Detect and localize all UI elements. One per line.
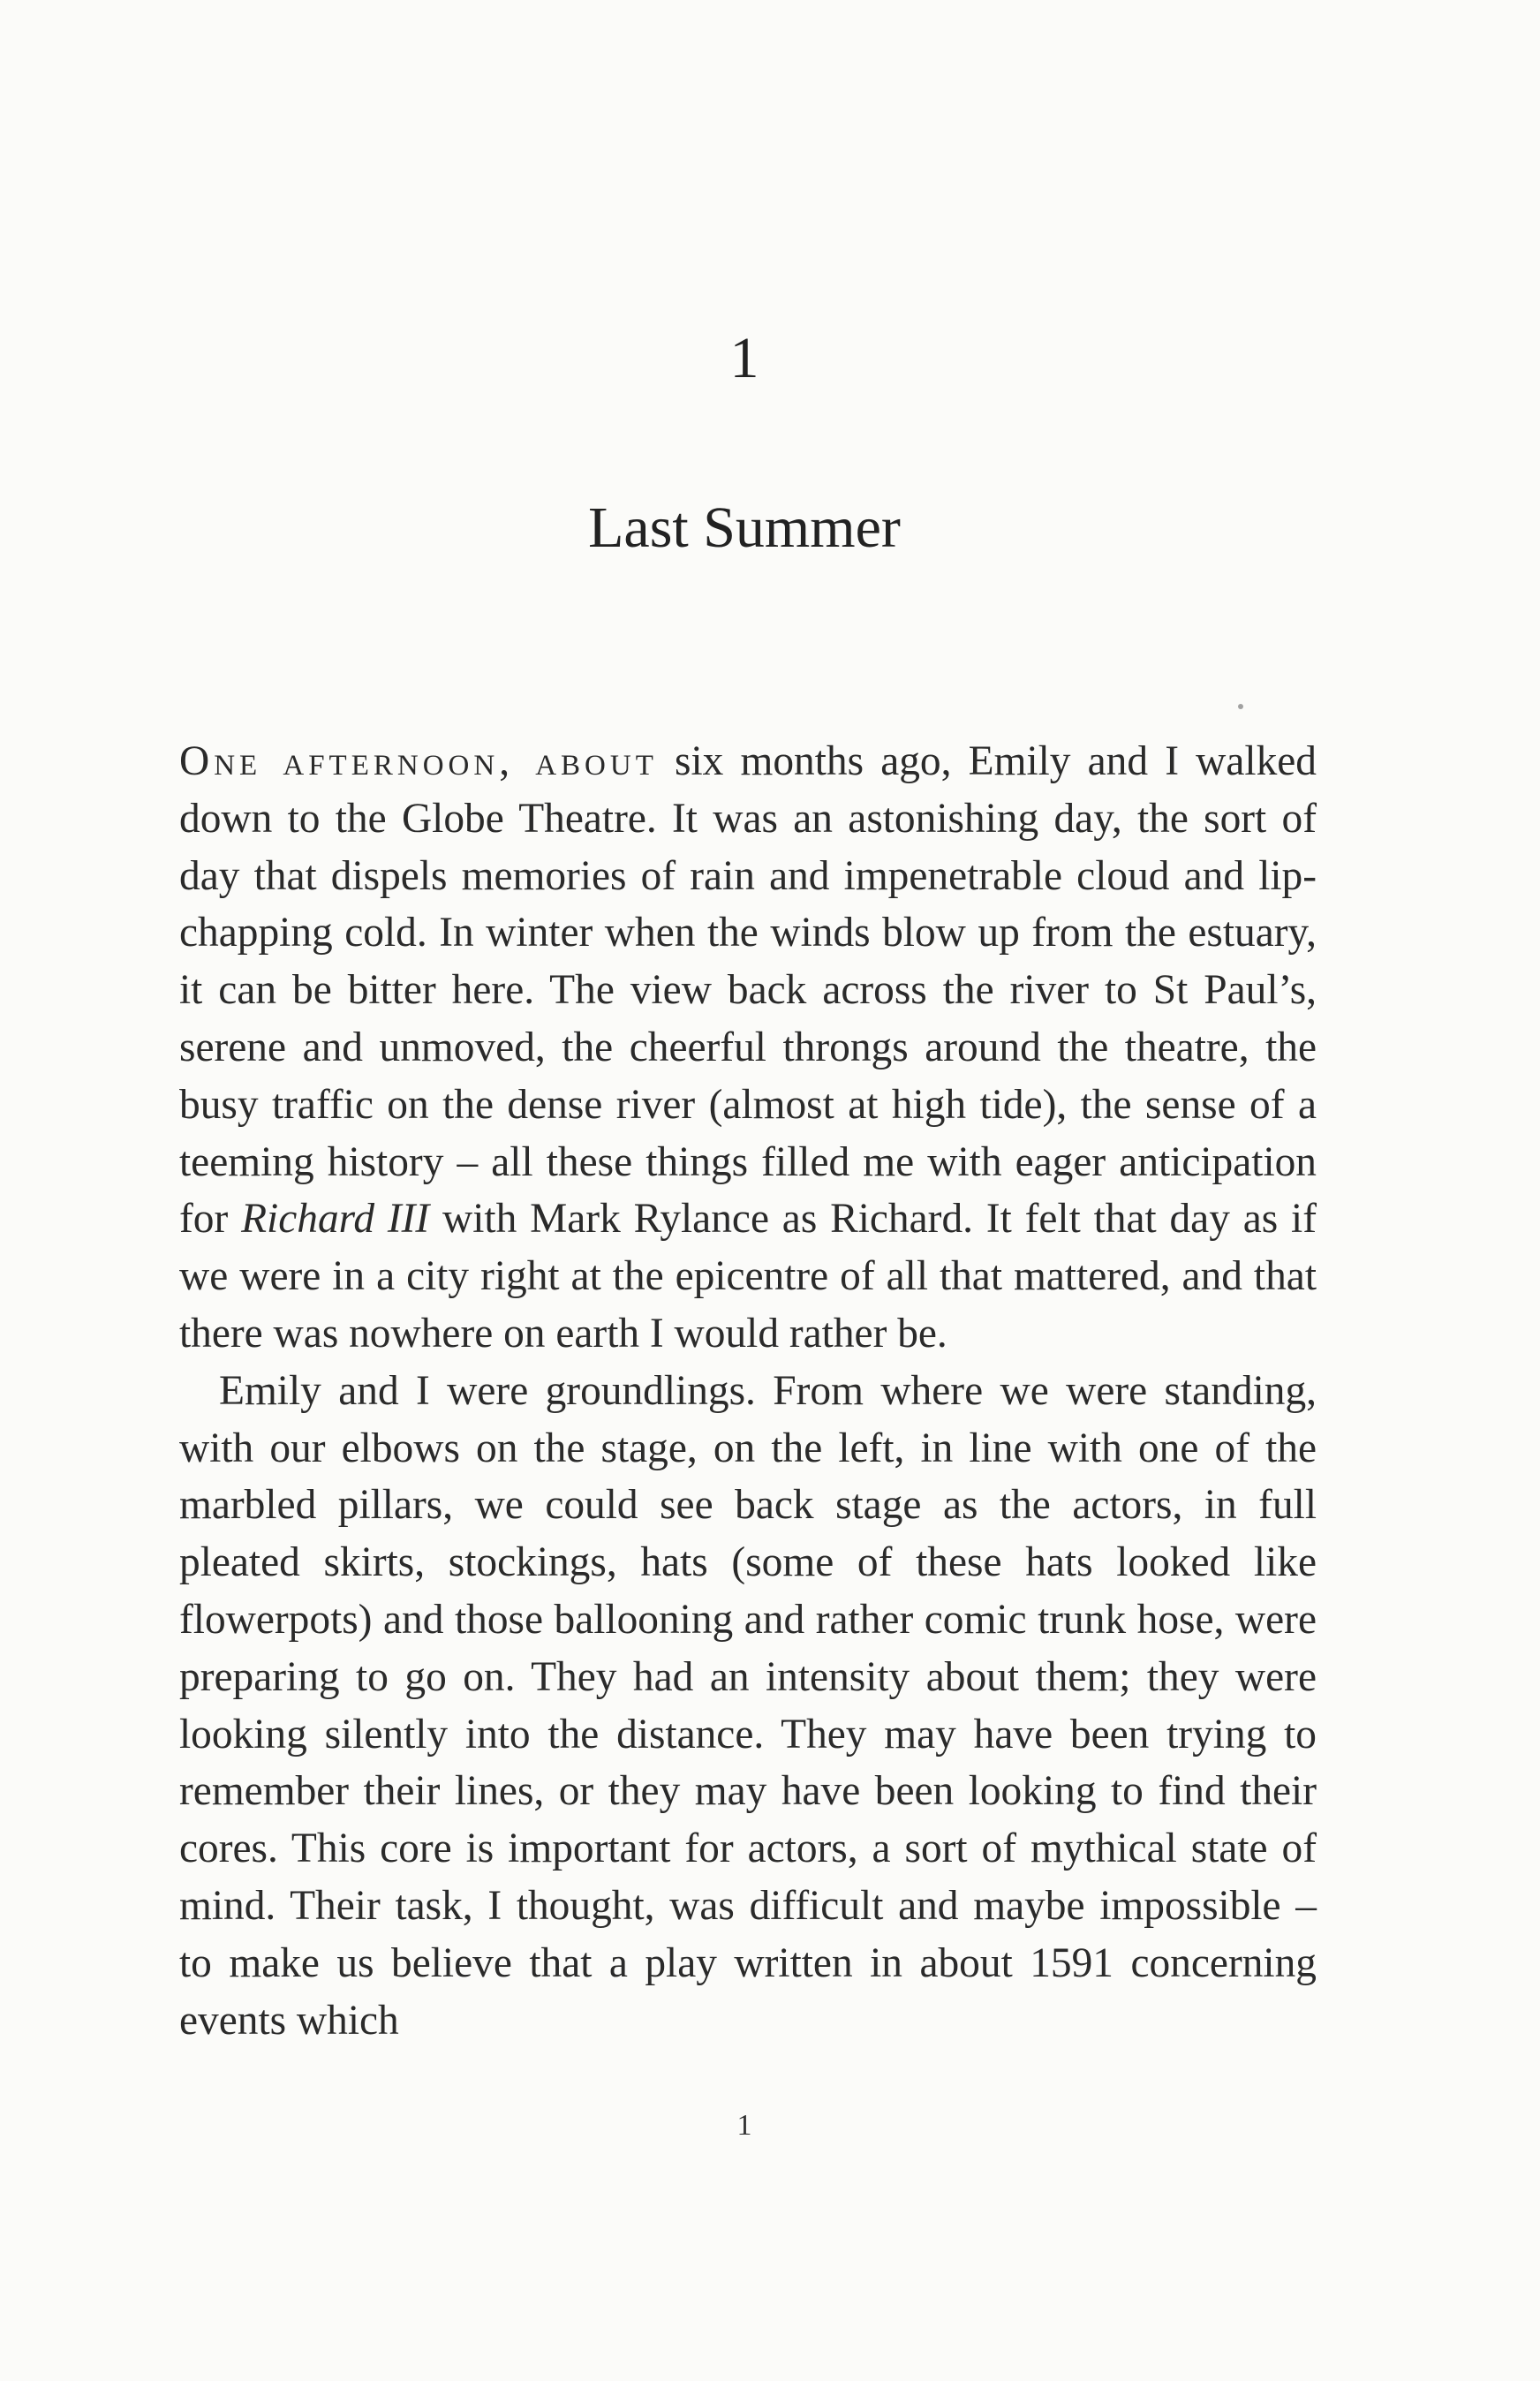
chapter-number: 1 xyxy=(729,326,759,390)
print-speck xyxy=(1238,704,1243,709)
paragraph xyxy=(179,733,1317,1363)
page-number: 1 xyxy=(736,2109,752,2142)
lead-in-small-caps: One afternoon, about xyxy=(179,738,658,784)
paragraph-text: six months ago, Emily and I walked down to the Globe Theatre. It was an astonishing day, the sort of day that dispels memories of rain and impenetrable cloud and lip-chapping cold. In winter when the winds blow up from the estuary, it can be bitter here. The view back across the river to St Paul’s, serene and unmoved, the cheerful throngs around the theatre, the busy traffic on the dense river (almost at high tide), the sense of a teeming history – all these things filled me with eager anticipation for xyxy=(179,738,1317,1243)
play-title-italic: Richard III xyxy=(241,1196,430,1243)
body-text xyxy=(179,733,1317,2049)
paragraph-text-continued: with Mark Rylance as Richard. It felt that day as if we were in a city right at the epicentre of all that mattered, and that there was nowhere on earth I would rather be. xyxy=(179,1196,1317,1357)
chapter-title: Last Summer xyxy=(588,495,901,560)
paragraph: Emily and I were groundlings. From where we were standing, with our elbows on the stage, on the left, in line with one of the marbled pillars, we could see back stage as the actors, in full pleated skirts, stockings, hats (some of these hats looked like flowerpots) and those ballooning and rather comic trunk hose, were preparing to go on. They had an intensity about them; they were looking silently into the distance. They may have been trying to remember their lines, or they may have been looking to find their cores. This core is important for actors, a sort of mythical state of mind. Their task, I thought, was difficult and maybe impossible – to make us believe that a play written in about 1591 concerning events which xyxy=(179,1367,1317,2044)
